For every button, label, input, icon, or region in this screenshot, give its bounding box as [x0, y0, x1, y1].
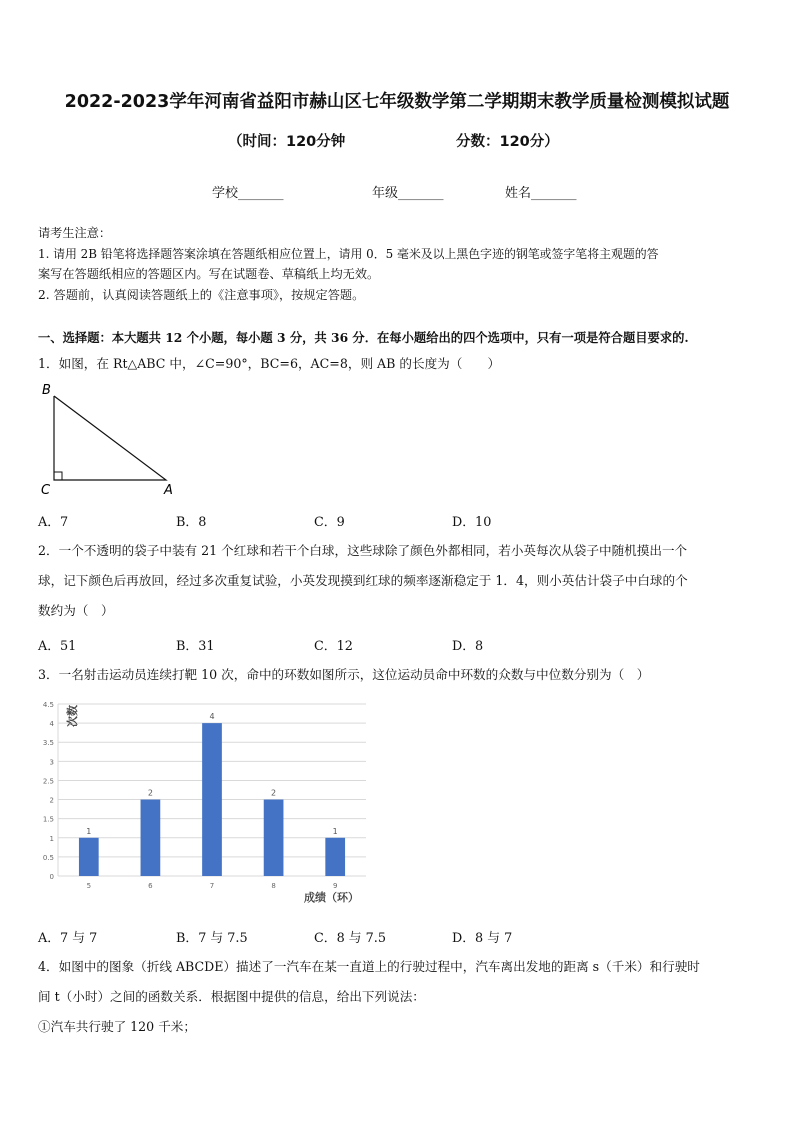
- q2-line-1: 2．一个不透明的袋子中装有 21 个红球和若干个白球，这些球除了颜色外都相同，若小英每次从袋子中随机摸出一个: [38, 543, 688, 558]
- q2-line-3: 数约为（ ）: [38, 603, 114, 618]
- bar-value-label: 1: [86, 826, 92, 836]
- x-tick-label: 6: [148, 882, 153, 890]
- q3-option-b[interactable]: B．7 与 7.5: [176, 931, 248, 946]
- chart-x-axis-label: 成绩（环）: [304, 891, 359, 904]
- q4-statement-1: ①汽车共行驶了 120 千米；: [38, 1019, 196, 1034]
- bar-7: [202, 723, 222, 876]
- q1-option-d[interactable]: D．10: [452, 515, 492, 530]
- q2-option-a[interactable]: A．51: [38, 639, 77, 654]
- y-tick-label: 1: [49, 834, 54, 843]
- y-tick-label: 0: [49, 873, 54, 881]
- vertex-c-label: C: [41, 483, 51, 498]
- y-tick-label: 0.5: [42, 853, 54, 862]
- bar-value-label: 2: [147, 788, 153, 798]
- y-tick-label: 4.5: [42, 701, 54, 709]
- y-tick-label: 3: [49, 758, 54, 767]
- y-tick-label: 3.5: [42, 739, 54, 748]
- q1-stem: 1．如图，在 Rt△ABC 中，∠C=90°，BC=6，AC=8，则 AB 的长度为（ ）: [38, 356, 501, 371]
- y-tick-label: 2.5: [42, 777, 54, 786]
- triangle-figure: [36, 378, 186, 500]
- q2-option-b[interactable]: B．31: [176, 639, 215, 654]
- exam-score: 分数：120分）: [456, 134, 559, 150]
- bar-value-label: 4: [209, 712, 215, 722]
- note-2: 2. 答题前，认真阅读答题纸上的《注意事项》，按规定答题。: [38, 288, 365, 302]
- chart-bars: [79, 712, 345, 876]
- page-title: 2022-2023学年河南省益阳市赫山区七年级数学第二学期期末教学质量检测模拟试题: [64, 92, 730, 112]
- note-1a: 1. 请用 2B 铅笔将选择题答案涂填在答题纸相应位置上，请用 0．5 毫米及以上黑色字迹的钢笔或签字笔将主观题的答: [38, 247, 659, 261]
- x-tick-label: 8: [271, 882, 276, 890]
- q2-option-d[interactable]: D．8: [452, 639, 484, 654]
- q3-option-a[interactable]: A．7 与 7: [38, 931, 98, 946]
- q1-option-c[interactable]: C．9: [314, 515, 345, 530]
- q3-option-c[interactable]: C．8 与 7.5: [314, 931, 387, 946]
- chart-y-axis-label: 次数: [66, 705, 79, 727]
- q4-line-1: 4．如图中的图象（折线 ABCDE）描述了一汽车在某一直道上的行驶过程中，汽车离出发地的距离 s（千米）和行驶时: [38, 959, 700, 974]
- chart-y-ticks: [43, 701, 55, 881]
- grade-field: 年级_______: [372, 186, 444, 201]
- y-tick-label: 1.5: [42, 815, 54, 824]
- note-1b: 案写在答题纸相应的答题区内。写在试题卷、草稿纸上均无效。: [38, 267, 380, 281]
- q1-option-b[interactable]: B．8: [176, 515, 207, 530]
- name-field: 姓名_______: [505, 186, 577, 201]
- q3-stem: 3．一名射击运动员连续打靶 10 次，命中的环数如图所示，这位运动员命中环数的众数与中位数分别为（ ）: [38, 667, 650, 682]
- bar-9: [325, 838, 345, 876]
- score-bar-chart: [36, 694, 376, 912]
- q2-line-2: 球，记下颜色后再放回，经过多次重复试验，小英发现摸到红球的频率逐渐稳定于 1．4，则小英估计袋子中白球的个: [38, 573, 688, 588]
- school-field: 学校_______: [212, 186, 284, 201]
- section-heading: 一、选择题：本大题共 12 个小题，每小题 3 分，共 36 分．在每小题给出的四个选项中，只有一项是符合题目要求的.: [38, 330, 689, 345]
- right-angle-mark: [54, 472, 62, 480]
- notes-heading: 请考生注意：: [38, 226, 112, 240]
- q4-line-2: 间 t（小时）之间的函数关系．根据图中提供的信息，给出下列说法：: [38, 989, 425, 1004]
- q2-option-c[interactable]: C．12: [314, 639, 353, 654]
- bar-5: [79, 838, 99, 876]
- vertex-a-label: A: [164, 483, 173, 498]
- bar-value-label: 1: [332, 826, 338, 836]
- y-tick-label: 4: [49, 720, 54, 729]
- exam-time: （时间：120分钟: [228, 134, 346, 150]
- bar-value-label: 2: [271, 788, 277, 798]
- x-tick-label: 9: [332, 882, 338, 890]
- x-tick-label: 7: [209, 882, 215, 890]
- q3-option-d[interactable]: D．8 与 7: [452, 931, 513, 946]
- vertex-b-label: B: [42, 383, 51, 398]
- bar-6: [141, 800, 161, 876]
- triangle-abc: [54, 396, 166, 480]
- q1-option-a[interactable]: A．7: [38, 515, 69, 530]
- chart-x-ticks: [87, 882, 338, 890]
- bar-8: [264, 800, 284, 876]
- x-tick-label: 5: [86, 882, 92, 890]
- y-tick-label: 2: [49, 796, 54, 805]
